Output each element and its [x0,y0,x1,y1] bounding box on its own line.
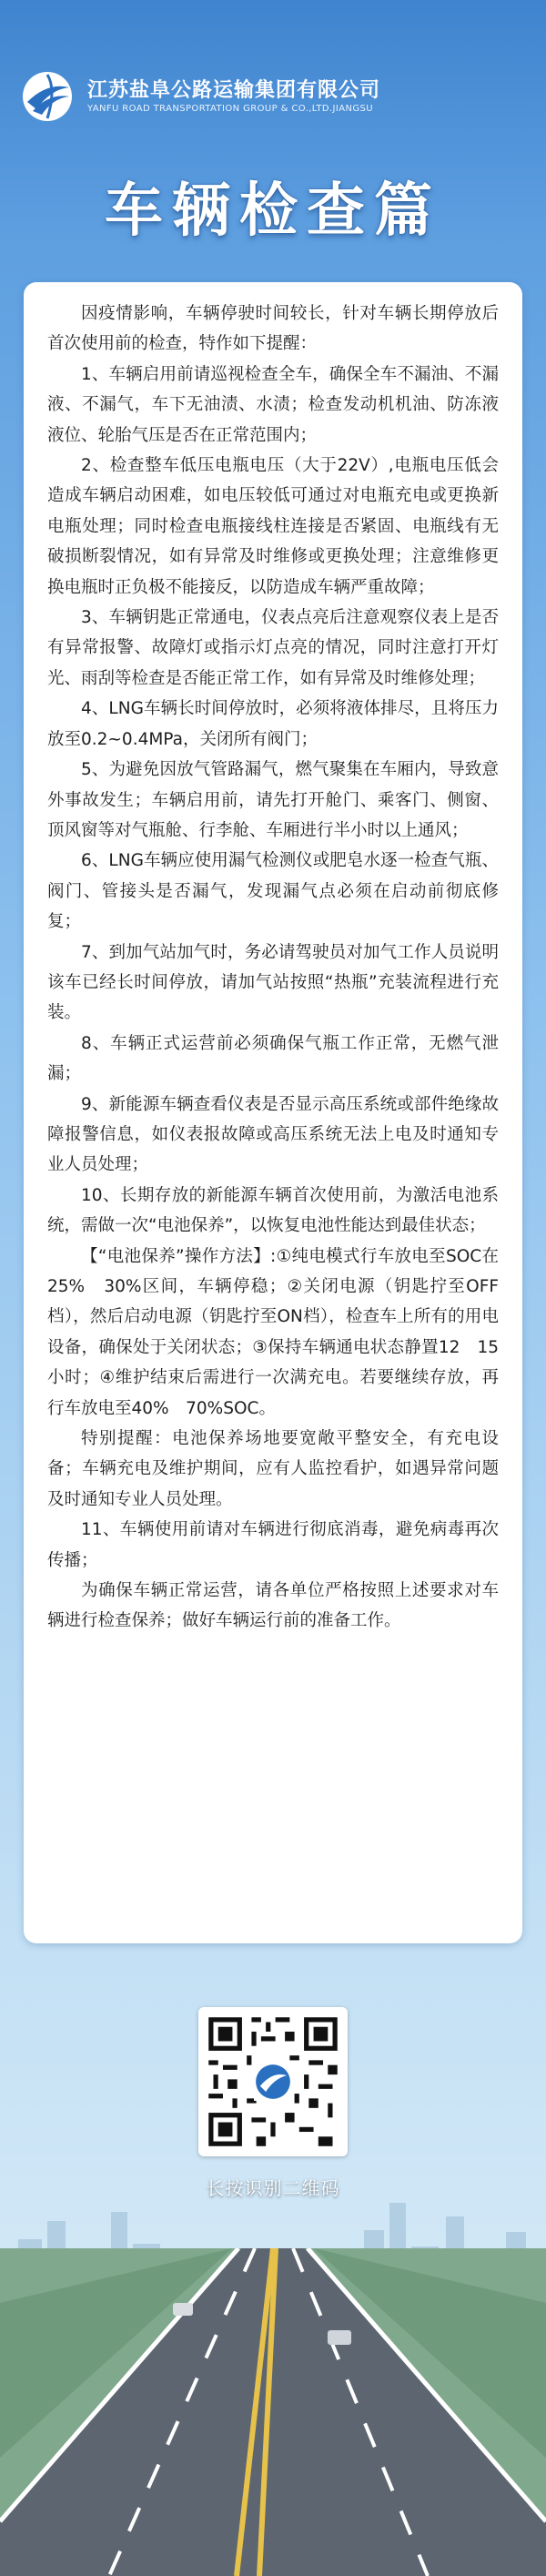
qr-code-icon [204,2013,342,2151]
qr-code[interactable] [198,2007,348,2156]
paragraph-closing: 为确保车辆正常运营，请各单位严格按照上述要求对车辆进行检查保养；做好车辆运行前的准备工作。 [47,1581,499,1631]
paragraph-item-3: 3、车辆钥匙正常通电，仪表点亮后注意观察仪表上是否有异常报警、故障灯或指示灯点亮的情况，同时注意打开灯光、雨刮等检查是否能正常工作，如有异常及时维修处理； [47,608,499,688]
qr-caption: 长按识别二维码 [206,2177,340,2199]
company-name-cn: 江苏盐阜公路运输集团有限公司 [87,79,381,102]
paragraph-item-11: 11、车辆使用前请对车辆进行彻底消毒，避免病毒再次传播； [47,1520,499,1570]
content-card [24,282,522,1943]
paragraph-item-9: 9、新能源车辆查看仪表是否显示高压系统或部件绝缘故障报警信息，如仪表报故障或高压系统无法上电及时通知专业人员处理； [47,1094,499,1175]
company-logo-icon [20,69,75,124]
page-title: 车辆检查篇 [105,177,441,245]
notice-content [47,299,499,1637]
paragraph-item-6: 6、LNG车辆应使用漏气检测仪或肥皂水逐一检查气瓶、阀门、管接头是否漏气，发现漏气点必须在启动前彻底修复； [47,851,499,932]
paragraph-item-8: 8、车辆正式运营前必须确保气瓶工作正常，无燃气泄漏； [47,1033,499,1084]
highway-road-image [0,2248,546,2576]
paragraph-item-5: 5、为避免因放气管路漏气，燃气聚集在车厢内，导致意外事故发生；车辆启用前，请先打开舱门、乘客门、侧窗、顶风窗等对气瓶舱、行李舱、车厢进行半小时以上通风； [47,760,499,840]
paragraph-special-reminder: 特别提醒：电池保养场地要宽敞平整安全，有充电设备；车辆充电及维护期间，应有人监控看护，如遇异常问题及时通知专业人员处理。 [47,1429,499,1509]
paragraph-intro: 因疫情影响，车辆停驶时间较长，针对车辆长期停放后首次使用前的检查，特作如下提醒： [47,304,499,354]
paragraph-item-7: 7、到加气站加气时，务必请驾驶员对加气工作人员说明该车已经长时间停放，请加气站按照“热瓶”充装流程进行充装。 [47,942,499,1023]
paragraph-item-4: 4、LNG车辆长时间停放时，必须将液体排尽，且将压力放至0.2~0.4MPa，关闭所有阀门； [47,699,499,749]
header [0,0,546,328]
paragraph-battery-method: 【“电池保养”操作方法】:①纯电模式行车放电至SOC在25% 30%区间，车辆停稳；②关闭电源（钥匙拧至OFF档），然后启动电源（钥匙拧至ON档），检查车上所有的用电设备，确保处于关闭状态；③保持车辆通电状态静置12 15小时；④维护结束后需进行一次满充电。若要继续存放，再行车放电至40% 70%SOC。 [47,1246,499,1418]
company-name-en: YANFU ROAD TRANSPORTATION GROUP & CO.,LTD.JIANGSU [87,104,373,114]
paragraph-item-2: 2、检查整车低压电瓶电压（大于22V）,电瓶电压低会造成车辆启动困难，如电压较低可通过对电瓶充电或更换新电瓶处理；同时检查电瓶接线柱连接是否紧固、电瓶线有无破损断裂情况，如有异常及时维修或更换处理；注意维修更换电瓶时正负极不能接反，以防造成车辆严重故障； [47,456,499,597]
paragraph-item-10: 10、长期存放的新能源车辆首次使用前，为激活电池系统，需做一次“电池保养”，以恢复电池性能达到最佳状态； [47,1185,499,1236]
paragraph-item-1: 1、车辆启用前请巡视检查全车，确保全车不漏油、不漏液、不漏气，车下无油渍、水渍；检查发动机机油、防冻液液位、轮胎气压是否在正常范围内； [47,364,499,445]
